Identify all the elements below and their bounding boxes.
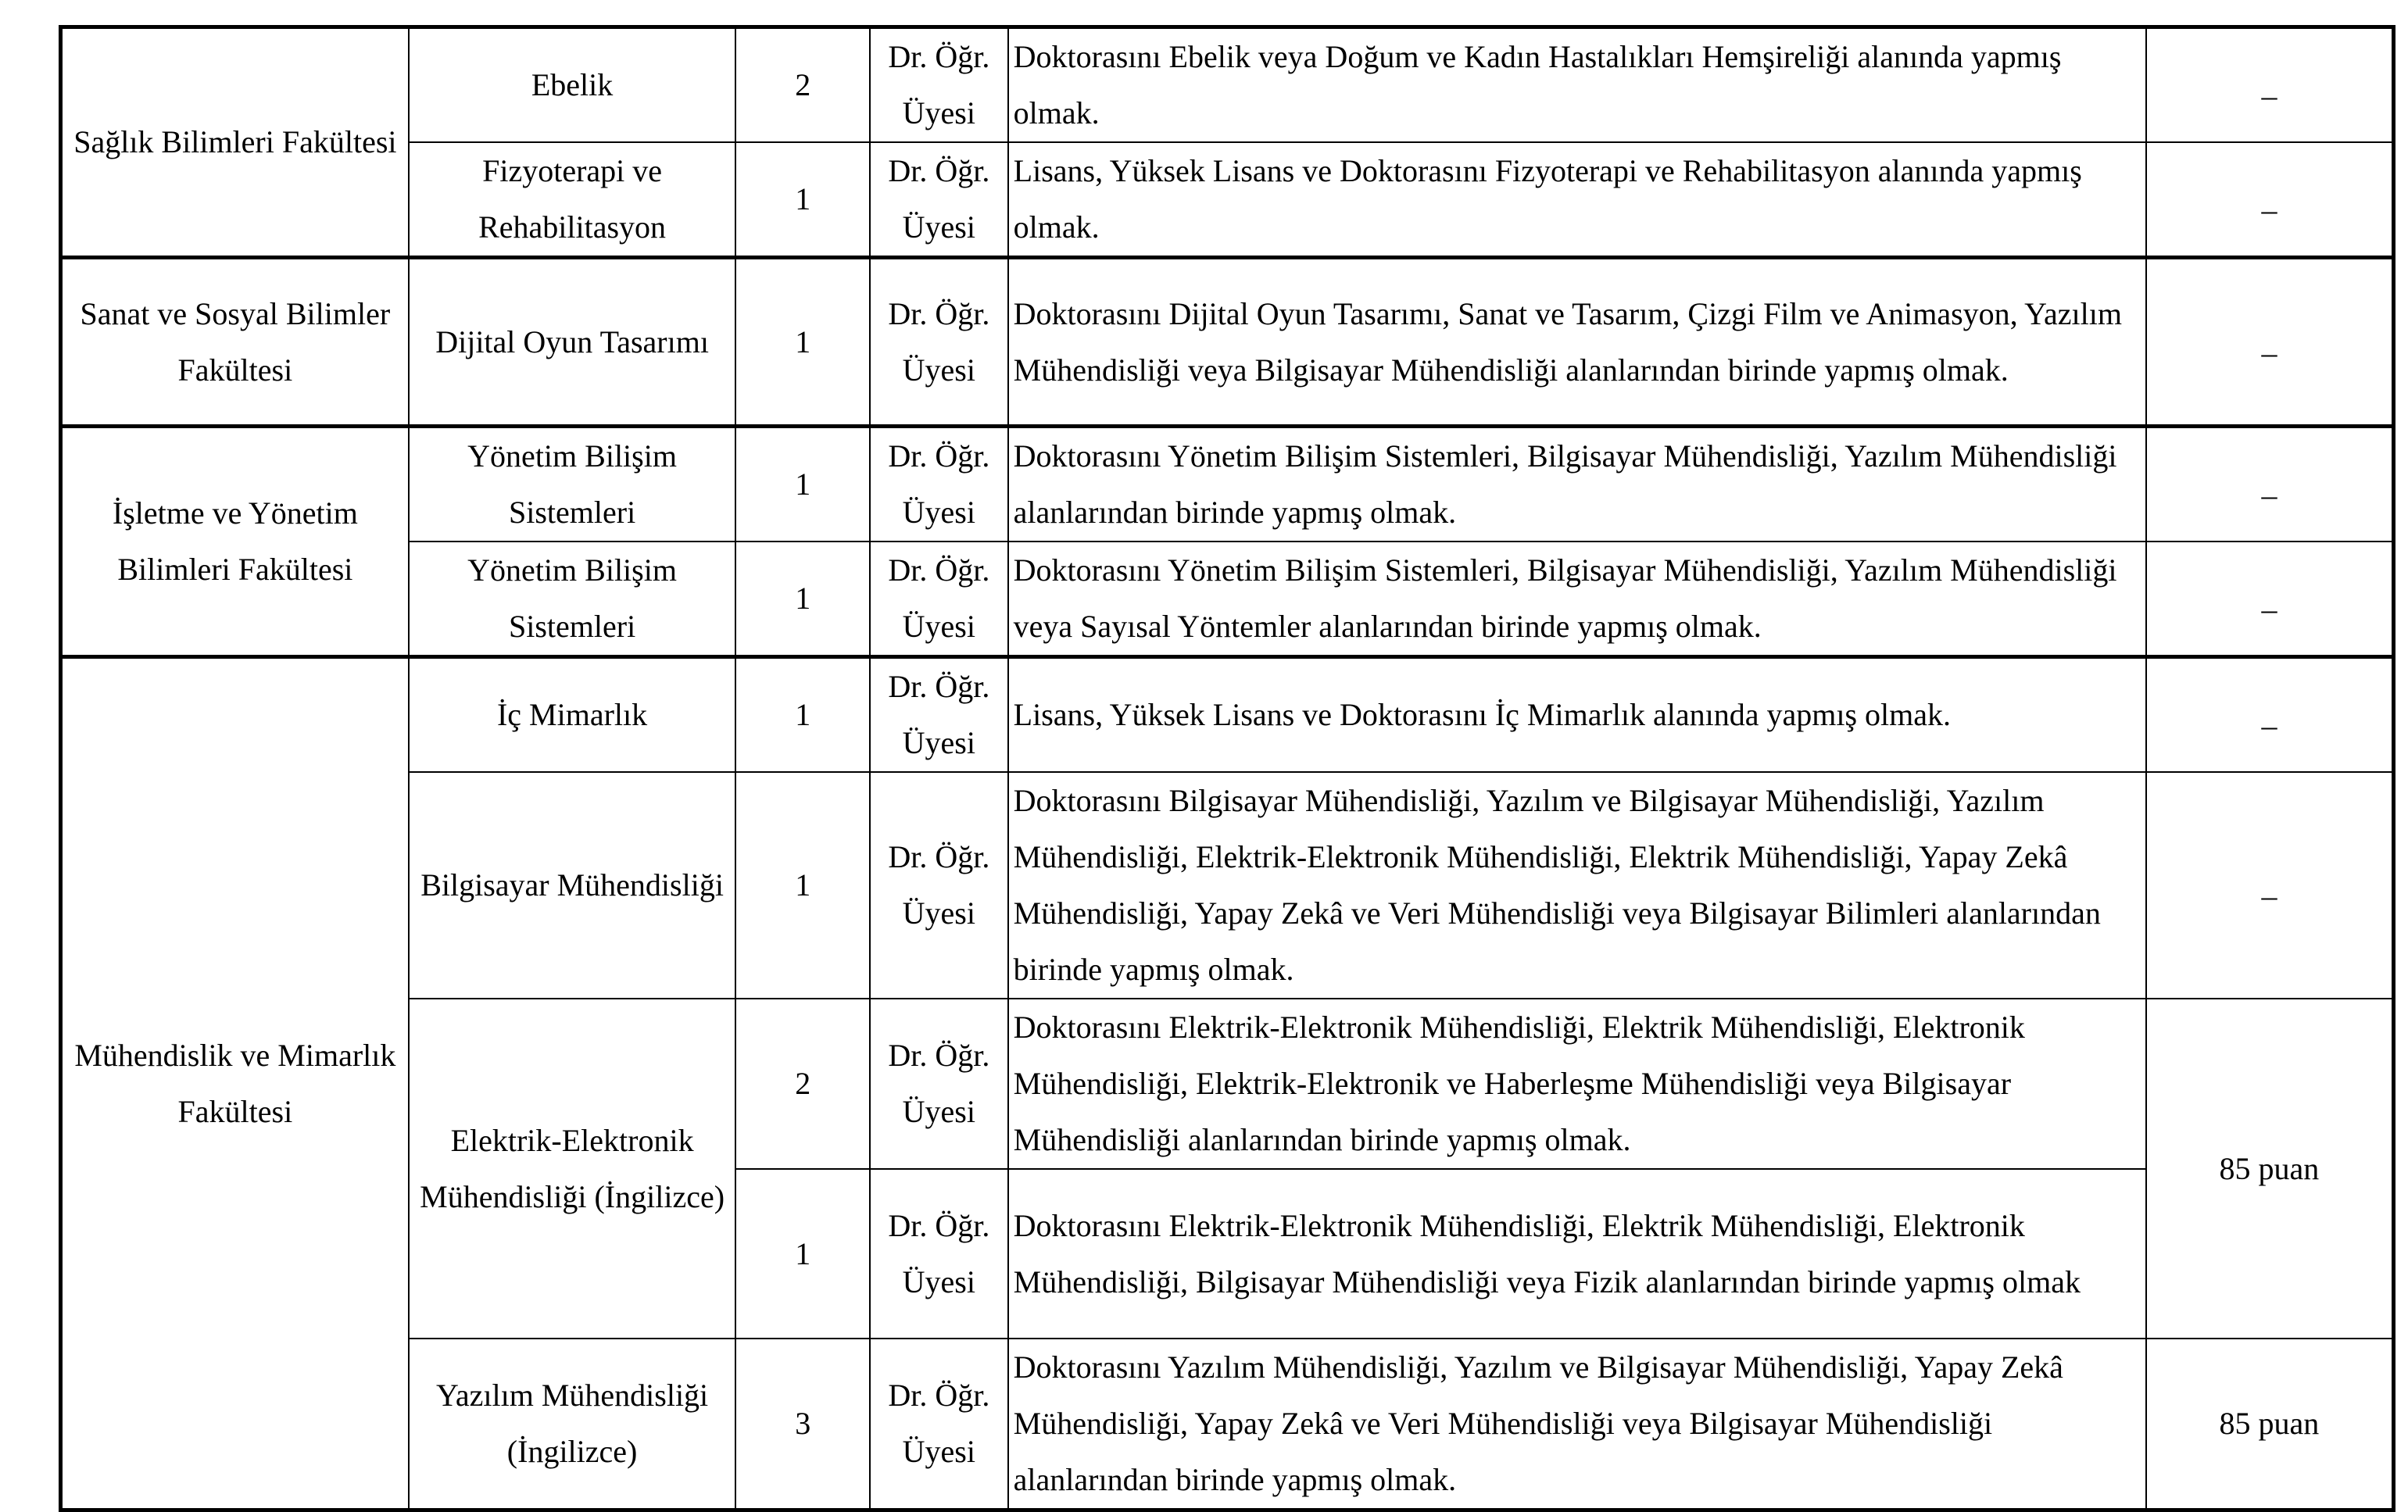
faculty-cell: Sağlık Bilimleri Fakültesi — [61, 27, 409, 258]
count-cell: 2 — [735, 27, 870, 143]
table-row — [61, 142, 2394, 258]
department-cell: Bilgisayar Mühendisliği — [409, 772, 736, 999]
requirement-cell: Doktorasını Dijital Oyun Tasarımı, Sanat ve Tasarım, Çizgi Film ve Animasyon, Yazılım Mühendisliği veya Bilgisayar Mühendisliği alanlarından birinde yapmış olmak. — [1008, 258, 2146, 427]
requirement-cell: Doktorasını Bilgisayar Mühendisliği, Yazılım ve Bilgisayar Mühendisliği, Yazılım Mühendisliği, Elektrik-Elektronik Mühendisliği, Elektrik Mühendisliği, Yapay Zekâ Mühendisliği, Yapay Zekâ ve Veri Mühendisliği veya Bilgisayar Bilimleri alanlarından birinde yapmış olmak. — [1008, 772, 2146, 999]
count-cell: 1 — [735, 542, 870, 657]
requirement-cell: Lisans, Yüksek Lisans ve Doktorasını Fizyoterapi ve Rehabilitasyon alanında yapmış olmak. — [1008, 142, 2146, 258]
requirement-cell: Doktorasını Yönetim Bilişim Sistemleri, Bilgisayar Mühendisliği, Yazılım Mühendisliği alanlarından birinde yapmış olmak. — [1008, 427, 2146, 542]
title-cell: Dr. Öğr. Üyesi — [870, 657, 1008, 773]
department-cell: Fizyoterapi ve Rehabilitasyon — [409, 142, 736, 258]
count-cell: 1 — [735, 258, 870, 427]
count-cell: 1 — [735, 427, 870, 542]
table-row — [61, 542, 2394, 657]
table-row — [61, 999, 2394, 1169]
table-row — [61, 258, 2394, 427]
language-score-cell: – — [2146, 772, 2394, 999]
language-score-cell: – — [2146, 542, 2394, 657]
table-row — [61, 27, 2394, 143]
table-row — [61, 772, 2394, 999]
requirement-cell: Doktorasını Ebelik veya Doğum ve Kadın Hastalıkları Hemşireliği alanında yapmış olmak. — [1008, 27, 2146, 143]
department-cell: Yazılım Mühendisliği (İngilizce) — [409, 1339, 736, 1510]
title-cell: Dr. Öğr. Üyesi — [870, 258, 1008, 427]
language-score-cell: 85 puan — [2146, 999, 2394, 1339]
table-row — [61, 427, 2394, 542]
title-cell: Dr. Öğr. Üyesi — [870, 142, 1008, 258]
requirement-cell: Doktorasını Yazılım Mühendisliği, Yazılım ve Bilgisayar Mühendisliği, Yapay Zekâ Mühendisliği, Yapay Zekâ ve Veri Mühendisliği veya Bilgisayar Mühendisliği alanlarından birinde yapmış olmak. — [1008, 1339, 2146, 1510]
title-cell: Dr. Öğr. Üyesi — [870, 999, 1008, 1169]
department-cell: Elektrik-Elektronik Mühendisliği (İngilizce) — [409, 999, 736, 1339]
language-score-cell: – — [2146, 258, 2394, 427]
department-cell: Yönetim Bilişim Sistemleri — [409, 427, 736, 542]
language-score-cell: – — [2146, 27, 2394, 143]
title-cell: Dr. Öğr. Üyesi — [870, 27, 1008, 143]
count-cell: 3 — [735, 1339, 870, 1510]
language-score-cell: 85 puan — [2146, 1339, 2394, 1510]
faculty-positions-table — [59, 25, 2395, 1512]
language-score-cell: – — [2146, 427, 2394, 542]
department-cell: İç Mimarlık — [409, 657, 736, 773]
count-cell: 1 — [735, 1169, 870, 1339]
faculty-cell: İşletme ve Yönetim Bilimleri Fakültesi — [61, 427, 409, 657]
table-row — [61, 657, 2394, 773]
count-cell: 2 — [735, 999, 870, 1169]
language-score-cell: – — [2146, 142, 2394, 258]
title-cell: Dr. Öğr. Üyesi — [870, 542, 1008, 657]
requirement-cell: Lisans, Yüksek Lisans ve Doktorasını İç Mimarlık alanında yapmış olmak. — [1008, 657, 2146, 773]
requirement-cell: Doktorasını Elektrik-Elektronik Mühendisliği, Elektrik Mühendisliği, Elektronik Mühendisliği, Bilgisayar Mühendisliği veya Fizik alanlarından birinde yapmış olmak — [1008, 1169, 2146, 1339]
count-cell: 1 — [735, 142, 870, 258]
department-cell: Ebelik — [409, 27, 736, 143]
requirement-cell: Doktorasını Yönetim Bilişim Sistemleri, Bilgisayar Mühendisliği, Yazılım Mühendisliği veya Sayısal Yöntemler alanlarından birinde yapmış olmak. — [1008, 542, 2146, 657]
count-cell: 1 — [735, 657, 870, 773]
faculty-cell: Sanat ve Sosyal Bilimler Fakültesi — [61, 258, 409, 427]
title-cell: Dr. Öğr. Üyesi — [870, 1339, 1008, 1510]
department-cell: Yönetim Bilişim Sistemleri — [409, 542, 736, 657]
title-cell: Dr. Öğr. Üyesi — [870, 1169, 1008, 1339]
title-cell: Dr. Öğr. Üyesi — [870, 427, 1008, 542]
title-cell: Dr. Öğr. Üyesi — [870, 772, 1008, 999]
department-cell: Dijital Oyun Tasarımı — [409, 258, 736, 427]
faculty-cell: Mühendislik ve Mimarlık Fakültesi — [61, 657, 409, 1510]
table-row — [61, 1339, 2394, 1510]
language-score-cell: – — [2146, 657, 2394, 773]
requirement-cell: Doktorasını Elektrik-Elektronik Mühendisliği, Elektrik Mühendisliği, Elektronik Mühendisliği, Elektrik-Elektronik ve Haberleşme Mühendisliği veya Bilgisayar Mühendisliği alanlarından birinde yapmış olmak. — [1008, 999, 2146, 1169]
count-cell: 1 — [735, 772, 870, 999]
